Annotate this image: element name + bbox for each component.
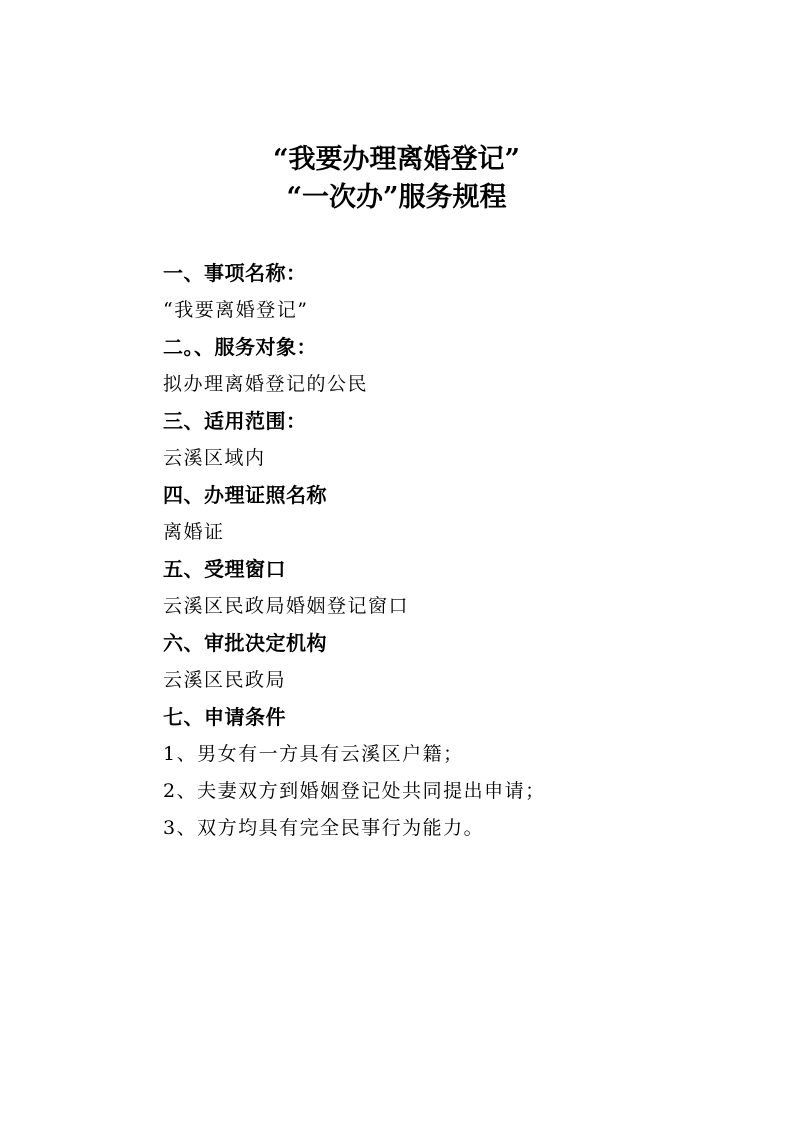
section-heading-certificate-name: 四、办理证照名称 bbox=[163, 483, 327, 507]
condition-item-2: 2、夫妻双方到婚姻登记处共同提出申请； bbox=[163, 780, 546, 802]
section-text-scope: 云溪区域内 bbox=[163, 447, 266, 469]
document-body bbox=[163, 255, 763, 847]
condition-item-1: 1、男女有一方具有云溪区户籍； bbox=[163, 743, 464, 765]
document-title-line-1: “我要办理离婚登记” bbox=[272, 144, 521, 175]
section-text-approval-authority: 云溪区民政局 bbox=[163, 669, 287, 691]
section-text-certificate-name: 离婚证 bbox=[163, 521, 225, 543]
condition-item-3: 3、双方均具有完全民事行为能力。 bbox=[163, 817, 485, 839]
section-heading-approval-authority: 六、审批决定机构 bbox=[163, 631, 327, 655]
section-heading-conditions: 七、申请条件 bbox=[163, 705, 286, 729]
section-heading-scope: 三、适用范围： bbox=[163, 409, 307, 433]
section-heading-item-name: 一、事项名称： bbox=[163, 261, 307, 285]
section-text-service-target: 拟办理离婚登记的公民 bbox=[163, 373, 369, 395]
section-heading-service-target: 二。、服务对象： bbox=[163, 335, 317, 359]
section-text-service-window: 云溪区民政局婚姻登记窗口 bbox=[163, 595, 410, 617]
section-text-item-name: “我要离婚登记” bbox=[163, 299, 309, 321]
section-heading-service-window: 五、受理窗口 bbox=[163, 557, 286, 581]
document-title-line-2: “一次办”服务规程 bbox=[286, 182, 507, 213]
